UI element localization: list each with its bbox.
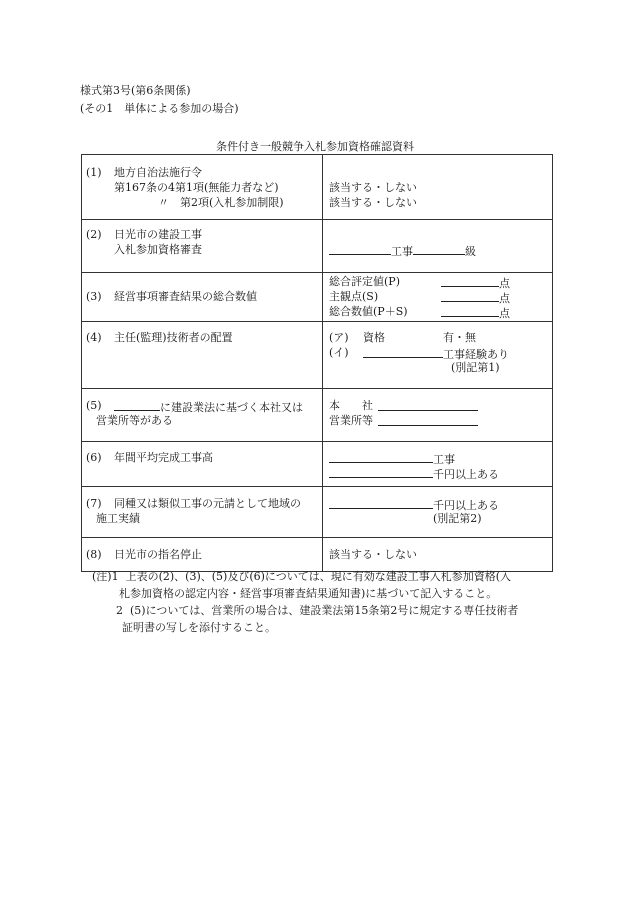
score-label: 総合評定値(P) <box>329 275 400 288</box>
row-label: に建設業法に基づく本社又は <box>114 398 303 415</box>
row-number: (7) <box>86 497 102 510</box>
row-label: 第167条の4第1項(無能力者など) <box>114 181 279 194</box>
row-number: (1) <box>86 166 102 179</box>
score-field[interactable]: 点 <box>441 274 510 291</box>
amount-field[interactable]: 千円以上ある <box>329 465 499 482</box>
table-row <box>82 273 553 322</box>
row-number: (5) <box>86 399 102 412</box>
license-field[interactable]: 工事 級 <box>329 242 476 259</box>
score-label: 主観点(S) <box>329 290 379 303</box>
row-label: 経営事項審査結果の総合数値 <box>114 290 257 303</box>
applicability-field[interactable]: 該当する・しない <box>329 181 417 194</box>
applicability-field[interactable]: 該当する・しない <box>329 196 417 209</box>
item-label: 資格 <box>363 331 385 344</box>
appendix-note: (別記第1) <box>451 361 500 374</box>
item-marker: (イ) <box>329 346 349 359</box>
amount-field[interactable]: 千円以上ある <box>329 496 499 513</box>
row-number: (3) <box>86 290 102 303</box>
row-label: 年間平均完成工事高 <box>114 451 213 464</box>
notes-section <box>92 568 562 636</box>
row-number: (4) <box>86 331 102 344</box>
head-office-label: 本 社 <box>329 399 373 412</box>
form-number: 様式第3号(第6条関係) <box>80 84 191 97</box>
qualification-table <box>81 154 553 572</box>
score-label: 総合数値(P＋S) <box>329 305 408 318</box>
table-row <box>82 487 553 538</box>
table-row <box>82 442 553 487</box>
note-1: (注)1 上表の(2)、(3)、(5)及び(6)については、現に有効な建設工事入札参加資格(入 <box>92 570 511 583</box>
form-subtitle: (その1 単体による参加の場合) <box>80 102 239 115</box>
table-row <box>82 322 553 389</box>
row-label: 主任(監理)技術者の配置 <box>114 331 233 344</box>
table-row <box>82 538 553 572</box>
score-field[interactable]: 点 <box>441 304 510 321</box>
score-field[interactable]: 点 <box>441 289 510 306</box>
document-title: 条件付き一般競争入札参加資格確認資料 <box>216 140 414 153</box>
table-row <box>82 155 553 220</box>
qualification-choice[interactable]: 有・無 <box>443 331 476 344</box>
applicability-field[interactable]: 該当する・しない <box>329 548 417 561</box>
row-number: (2) <box>86 228 102 241</box>
experience-field[interactable]: 工事経験あり <box>363 345 509 362</box>
item-marker: (ア) <box>329 331 349 344</box>
row-label: 営業所等がある <box>96 414 173 427</box>
note-2-cont: 証明書の写しを添付すること。 <box>122 621 276 634</box>
row-number: (6) <box>86 451 102 464</box>
row-label: 日光市の建設工事 <box>114 228 202 241</box>
branch-field[interactable] <box>378 413 478 430</box>
row-label: 入札参加資格審査 <box>114 243 202 256</box>
table-row <box>82 389 553 442</box>
row-label: 〃 第2項(入札参加制限) <box>158 196 284 209</box>
table-row <box>82 220 553 273</box>
appendix-note: (別記第2) <box>433 512 482 525</box>
row-label: 同種又は類似工事の元請として地域の <box>114 497 301 510</box>
note-2: 2 (5)については、営業所の場合は、建設業法第15条第2号に規定する専任技術者 <box>116 604 519 617</box>
row-label: 地方自治法施行令 <box>114 166 202 179</box>
branch-label: 営業所等 <box>329 414 373 427</box>
note-1-cont: 札参加資格の認定内容・経営事項審査結果通知書)に基づいて記入すること。 <box>119 587 498 600</box>
work-type-field[interactable]: 工事 <box>329 450 455 467</box>
row-label: 日光市の指名停止 <box>114 548 202 561</box>
row-label: 施工実績 <box>96 512 140 525</box>
row-number: (8) <box>86 548 102 561</box>
